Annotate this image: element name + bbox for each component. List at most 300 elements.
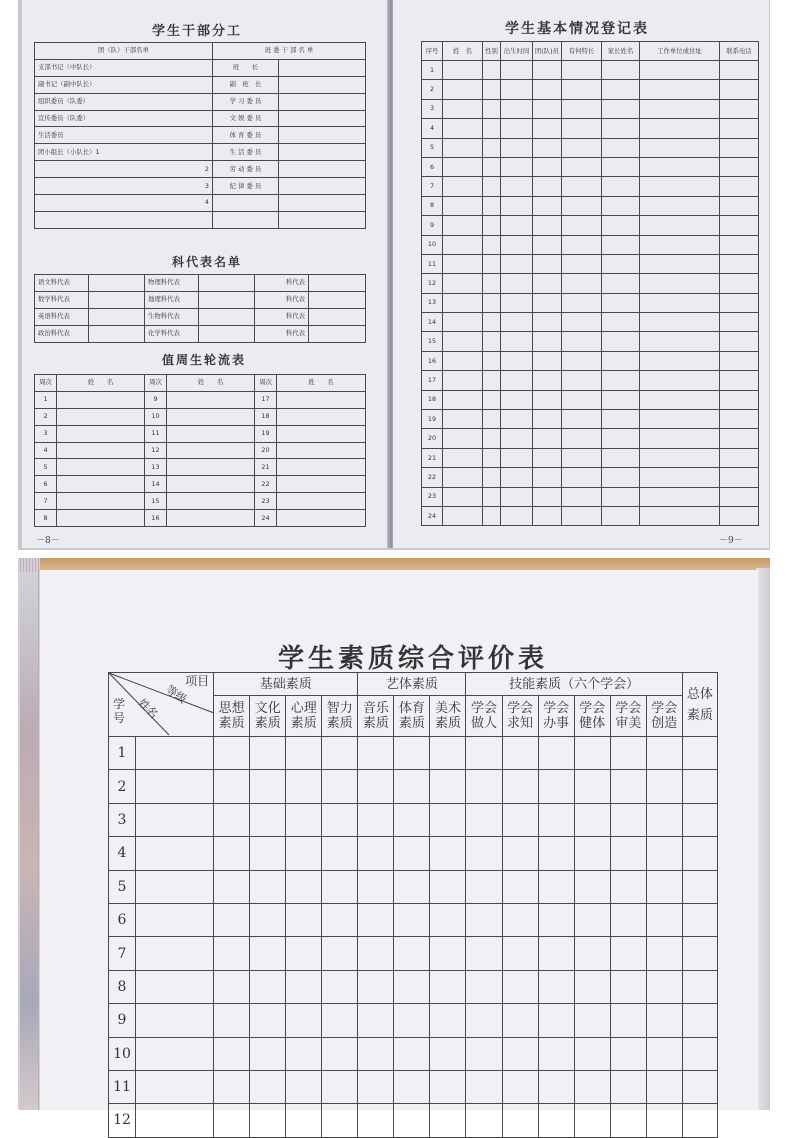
register-row-number: 12 — [422, 274, 443, 293]
eval-name-cell — [136, 937, 214, 970]
eval-score-cell — [214, 870, 250, 903]
eval-score-cell — [502, 737, 538, 770]
register-cell — [720, 157, 759, 176]
register-cell — [602, 313, 640, 332]
register-cell — [501, 448, 533, 467]
cadre-league-role — [35, 211, 213, 228]
eval-score-cell — [538, 837, 574, 870]
rep-subject: 生物科代表 — [145, 308, 199, 325]
register-cell — [483, 390, 501, 409]
eval-score-cell — [466, 1004, 502, 1037]
register-cell — [443, 506, 483, 525]
register-cell — [602, 61, 640, 80]
cadre-header-class: 班 委 干 部 名 单 — [213, 43, 366, 60]
eval-score-cell — [358, 937, 394, 970]
cadre-class-role: 劳 动 委 员 — [213, 161, 279, 178]
register-cell — [562, 468, 602, 487]
register-cell — [720, 371, 759, 390]
eval-score-cell — [430, 903, 466, 936]
register-cell — [501, 157, 533, 176]
eval-score-cell — [610, 1070, 646, 1103]
group-arts: 艺体素质 — [358, 673, 466, 696]
eval-score-cell — [538, 1004, 574, 1037]
register-row — [422, 332, 759, 351]
eval-score-cell — [394, 903, 430, 936]
duty-week-number: 22 — [255, 476, 277, 493]
register-cell — [533, 390, 562, 409]
eval-total-cell — [682, 770, 717, 803]
register-cell — [602, 119, 640, 138]
duty-week-number: 20 — [255, 442, 277, 459]
eval-row — [109, 803, 718, 836]
duty-name-cell — [57, 425, 145, 442]
register-header: 性别 — [483, 42, 501, 61]
eval-name-cell — [136, 1070, 214, 1103]
eval-score-cell — [394, 1070, 430, 1103]
rep-name-cell — [89, 325, 145, 342]
rep-row — [35, 325, 366, 342]
register-cell — [640, 157, 720, 176]
register-row-number: 22 — [422, 468, 443, 487]
eval-score-cell — [646, 1037, 682, 1070]
register-cell — [483, 99, 501, 118]
diag-name-label: 姓名 — [135, 696, 161, 721]
rep-subject: 政治科代表 — [35, 325, 89, 342]
duty-week-number: 6 — [35, 476, 57, 493]
cadre-league-role: 组织委员（队委） — [35, 93, 213, 110]
register-cell — [640, 61, 720, 80]
register-row — [422, 468, 759, 487]
eval-student-number: 2 — [109, 770, 136, 803]
eval-score-cell — [214, 1037, 250, 1070]
rep-name-cell — [89, 275, 145, 292]
register-row — [422, 429, 759, 448]
eval-student-number: 1 — [109, 737, 136, 770]
eval-sub-header — [466, 696, 502, 737]
cadre-league-role: 宣传委员（队委） — [35, 110, 213, 127]
eval-sub-header-line2: 素质 — [254, 716, 281, 731]
register-cell — [533, 410, 562, 429]
eval-sub-header — [610, 696, 646, 737]
page-number-8: －8－ — [36, 536, 60, 546]
eval-score-cell — [358, 870, 394, 903]
duty-name-cell — [57, 391, 145, 408]
duty-row — [35, 408, 366, 425]
register-cell — [602, 506, 640, 525]
register-row — [422, 216, 759, 235]
register-cell — [720, 293, 759, 312]
eval-score-cell — [538, 870, 574, 903]
rep-name-cell — [89, 291, 145, 308]
register-cell — [443, 138, 483, 157]
duty-week-number: 10 — [145, 408, 167, 425]
rep-row — [35, 308, 366, 325]
register-cell — [443, 99, 483, 118]
duty-name-cell — [277, 459, 366, 476]
register-cell — [602, 216, 640, 235]
eval-score-cell — [646, 837, 682, 870]
register-cell — [562, 448, 602, 467]
eval-student-number: 10 — [109, 1037, 136, 1070]
eval-score-cell — [394, 1104, 430, 1137]
eval-student-number: 4 — [109, 837, 136, 870]
register-cell — [483, 410, 501, 429]
register-cell — [443, 196, 483, 215]
rep-name-cell — [309, 275, 366, 292]
register-cell — [483, 216, 501, 235]
register-row-number: 23 — [422, 487, 443, 506]
eval-score-cell — [646, 970, 682, 1003]
eval-score-cell — [466, 803, 502, 836]
register-cell — [640, 274, 720, 293]
eval-score-cell — [466, 770, 502, 803]
eval-score-cell — [430, 937, 466, 970]
register-cell — [443, 119, 483, 138]
eval-score-cell — [250, 1037, 286, 1070]
eval-score-cell — [430, 1070, 466, 1103]
evaluation-form-photo — [18, 558, 770, 1129]
register-cell — [602, 80, 640, 99]
duty-header: 周次 — [145, 375, 167, 392]
eval-name-cell — [136, 870, 214, 903]
duty-name-cell — [167, 459, 255, 476]
register-cell — [602, 351, 640, 370]
floral-cover-strip — [20, 572, 38, 1110]
eval-score-cell — [250, 770, 286, 803]
eval-student-number: 9 — [109, 1004, 136, 1037]
eval-sub-header-line2: 审美 — [615, 716, 642, 731]
register-cell — [483, 313, 501, 332]
eval-sub-header-line2: 创造 — [651, 716, 678, 731]
eval-score-cell — [574, 870, 610, 903]
register-row-number: 7 — [422, 177, 443, 196]
register-cell — [640, 138, 720, 157]
register-cell — [562, 254, 602, 273]
cadre-row — [35, 161, 366, 178]
register-cell — [533, 119, 562, 138]
register-cell — [640, 293, 720, 312]
register-cell — [602, 138, 640, 157]
register-cell — [533, 138, 562, 157]
eval-row — [109, 1004, 718, 1037]
rep-name-cell — [309, 308, 366, 325]
duty-header: 周次 — [255, 375, 277, 392]
register-cell — [483, 254, 501, 273]
register-cell — [562, 216, 602, 235]
register-cell — [720, 177, 759, 196]
eval-score-cell — [358, 1104, 394, 1137]
eval-score-cell — [574, 903, 610, 936]
register-row-number: 2 — [422, 80, 443, 99]
register-cell — [602, 99, 640, 118]
eval-score-cell — [214, 1004, 250, 1037]
eval-name-cell — [136, 1004, 214, 1037]
eval-student-number: 7 — [109, 937, 136, 970]
register-cell — [640, 448, 720, 467]
cadre-name-cell — [279, 59, 366, 76]
register-cell — [562, 506, 602, 525]
duty-table — [34, 374, 366, 527]
register-cell — [602, 196, 640, 215]
register-cell — [483, 235, 501, 254]
register-cell — [483, 274, 501, 293]
eval-score-cell — [610, 770, 646, 803]
eval-row — [109, 937, 718, 970]
eval-score-cell — [322, 1070, 358, 1103]
eval-sub-header-line1: 学会 — [471, 701, 498, 716]
register-row-number: 9 — [422, 216, 443, 235]
register-row-number: 16 — [422, 351, 443, 370]
register-cell — [640, 487, 720, 506]
register-cell — [483, 468, 501, 487]
duty-week-number: 1 — [35, 391, 57, 408]
eval-name-cell — [136, 1037, 214, 1070]
duty-name-cell — [57, 510, 145, 527]
cadre-table — [34, 42, 366, 229]
duty-name-cell — [167, 476, 255, 493]
eval-score-cell — [646, 1004, 682, 1037]
register-cell — [720, 332, 759, 351]
register-cell — [501, 216, 533, 235]
eval-row — [109, 870, 718, 903]
register-cell — [483, 332, 501, 351]
eval-score-cell — [214, 803, 250, 836]
register-cell — [720, 487, 759, 506]
register-row-number: 10 — [422, 235, 443, 254]
eval-score-cell — [358, 803, 394, 836]
diag-grade-label: 等级 — [163, 682, 189, 707]
register-cell — [483, 119, 501, 138]
register-cell — [501, 138, 533, 157]
register-cell — [501, 254, 533, 273]
eval-score-cell — [322, 1037, 358, 1070]
eval-score-cell — [610, 737, 646, 770]
eval-sub-header — [322, 696, 358, 737]
page-number-9: －9－ — [719, 536, 743, 546]
eval-row — [109, 837, 718, 870]
register-cell — [562, 351, 602, 370]
register-cell — [720, 429, 759, 448]
eval-sub-header — [394, 696, 430, 737]
eval-sub-header-line2: 素质 — [290, 716, 317, 731]
register-row — [422, 506, 759, 525]
duty-name-cell — [57, 476, 145, 493]
register-cell — [562, 487, 602, 506]
register-cell — [443, 157, 483, 176]
cadre-row — [35, 178, 366, 195]
duty-row — [35, 510, 366, 527]
eval-name-cell — [136, 737, 214, 770]
duty-week-number: 18 — [255, 408, 277, 425]
eval-score-cell — [646, 937, 682, 970]
register-cell — [562, 177, 602, 196]
cadre-league-role: 4 — [35, 195, 213, 212]
cadre-league-role: 团小组长（小队长）1 — [35, 144, 213, 161]
register-cell — [533, 99, 562, 118]
register-cell — [501, 313, 533, 332]
eval-score-cell — [358, 837, 394, 870]
eval-score-cell — [646, 770, 682, 803]
eval-score-cell — [322, 803, 358, 836]
eval-sub-header-line2: 健体 — [579, 716, 606, 731]
cadre-league-role: 3 — [35, 178, 213, 195]
eval-score-cell — [358, 1004, 394, 1037]
eval-sub-header — [646, 696, 682, 737]
register-cell — [602, 332, 640, 351]
duty-week-number: 24 — [255, 510, 277, 527]
register-cell — [720, 80, 759, 99]
eval-score-cell — [250, 1004, 286, 1037]
eval-score-cell — [538, 737, 574, 770]
register-cell — [602, 235, 640, 254]
register-row-number: 8 — [422, 196, 443, 215]
register-header-row — [422, 42, 759, 61]
cadre-name-cell — [279, 211, 366, 228]
duty-week-number: 11 — [145, 425, 167, 442]
register-cell — [640, 332, 720, 351]
register-cell — [640, 119, 720, 138]
eval-total-cell — [682, 870, 717, 903]
register-cell — [533, 254, 562, 273]
eval-name-cell — [136, 770, 214, 803]
diag-item-label: 项目 — [185, 674, 210, 688]
eval-student-number: 12 — [109, 1104, 136, 1137]
eval-score-cell — [250, 937, 286, 970]
register-cell — [602, 177, 640, 196]
register-cell — [501, 371, 533, 390]
register-cell — [483, 448, 501, 467]
register-cell — [533, 468, 562, 487]
register-cell — [443, 448, 483, 467]
register-cell — [533, 61, 562, 80]
register-cell — [602, 274, 640, 293]
rep-subject: 数学科代表 — [35, 291, 89, 308]
register-cell — [501, 274, 533, 293]
eval-score-cell — [286, 937, 322, 970]
eval-score-cell — [538, 970, 574, 1003]
register-cell — [720, 99, 759, 118]
register-title: 学生基本情况登记表 — [505, 21, 649, 37]
rep-name-cell — [199, 308, 255, 325]
eval-score-cell — [358, 770, 394, 803]
register-row — [422, 177, 759, 196]
cadre-class-role: 体 育 委 员 — [213, 127, 279, 144]
eval-row — [109, 737, 718, 770]
eval-score-cell — [358, 970, 394, 1003]
eval-score-cell — [358, 903, 394, 936]
eval-score-cell — [394, 970, 430, 1003]
eval-sub-header — [358, 696, 394, 737]
register-cell — [443, 177, 483, 196]
register-cell — [533, 235, 562, 254]
register-header: 工作单位或住址 — [640, 42, 720, 61]
rep-row — [35, 291, 366, 308]
cadre-row — [35, 211, 366, 228]
register-cell — [483, 157, 501, 176]
rep-name-cell — [89, 308, 145, 325]
total-label-line1: 总体 — [686, 686, 713, 702]
duty-name-cell — [167, 425, 255, 442]
eval-score-cell — [286, 870, 322, 903]
eval-score-cell — [214, 737, 250, 770]
register-cell — [501, 332, 533, 351]
register-header: 有何特长 — [562, 42, 602, 61]
duty-week-number: 2 — [35, 408, 57, 425]
register-cell — [483, 177, 501, 196]
cadre-name-cell — [279, 161, 366, 178]
register-cell — [720, 506, 759, 525]
duty-week-number: 23 — [255, 493, 277, 510]
cadre-row — [35, 127, 366, 144]
eval-row — [109, 1037, 718, 1070]
register-row-number: 11 — [422, 254, 443, 273]
eval-sub-header — [286, 696, 322, 737]
eval-score-cell — [502, 1070, 538, 1103]
register-cell — [443, 390, 483, 409]
eval-score-cell — [214, 1104, 250, 1137]
cadre-class-role: 班 长 — [213, 59, 279, 76]
eval-score-cell — [214, 1070, 250, 1103]
eval-score-cell — [502, 970, 538, 1003]
eval-score-cell — [466, 1037, 502, 1070]
register-cell — [602, 157, 640, 176]
eval-score-cell — [322, 903, 358, 936]
register-row-number: 4 — [422, 119, 443, 138]
register-cell — [443, 332, 483, 351]
register-cell — [720, 254, 759, 273]
register-row — [422, 448, 759, 467]
register-cell — [443, 468, 483, 487]
eval-score-cell — [214, 937, 250, 970]
register-cell — [533, 274, 562, 293]
eval-sub-header-line2: 求知 — [507, 716, 534, 731]
eval-score-cell — [502, 1004, 538, 1037]
register-cell — [720, 274, 759, 293]
register-cell — [562, 410, 602, 429]
register-cell — [640, 196, 720, 215]
eval-score-cell — [250, 837, 286, 870]
eval-sub-header — [214, 696, 250, 737]
eval-score-cell — [574, 770, 610, 803]
eval-score-cell — [610, 1004, 646, 1037]
cadre-row — [35, 76, 366, 93]
eval-sub-header-line1: 文化 — [254, 701, 281, 716]
register-cell — [720, 313, 759, 332]
register-cell — [533, 177, 562, 196]
eval-sub-header-line1: 智力 — [326, 701, 353, 716]
register-cell — [443, 274, 483, 293]
eval-score-cell — [574, 803, 610, 836]
register-row — [422, 119, 759, 138]
duty-name-cell — [167, 391, 255, 408]
register-header: 姓 名 — [443, 42, 483, 61]
register-cell — [640, 235, 720, 254]
duty-name-cell — [167, 408, 255, 425]
register-cell — [640, 506, 720, 525]
register-header: 出生时间 — [501, 42, 533, 61]
eval-score-cell — [394, 770, 430, 803]
register-cell — [501, 506, 533, 525]
register-cell — [562, 313, 602, 332]
register-cell — [533, 371, 562, 390]
register-cell — [501, 468, 533, 487]
eval-total-cell — [682, 1004, 717, 1037]
eval-score-cell — [574, 1037, 610, 1070]
register-cell — [533, 313, 562, 332]
evaluation-title: 学生素质综合评价表 — [278, 644, 549, 674]
eval-score-cell — [394, 737, 430, 770]
rep-subject: 语文科代表 — [35, 275, 89, 292]
